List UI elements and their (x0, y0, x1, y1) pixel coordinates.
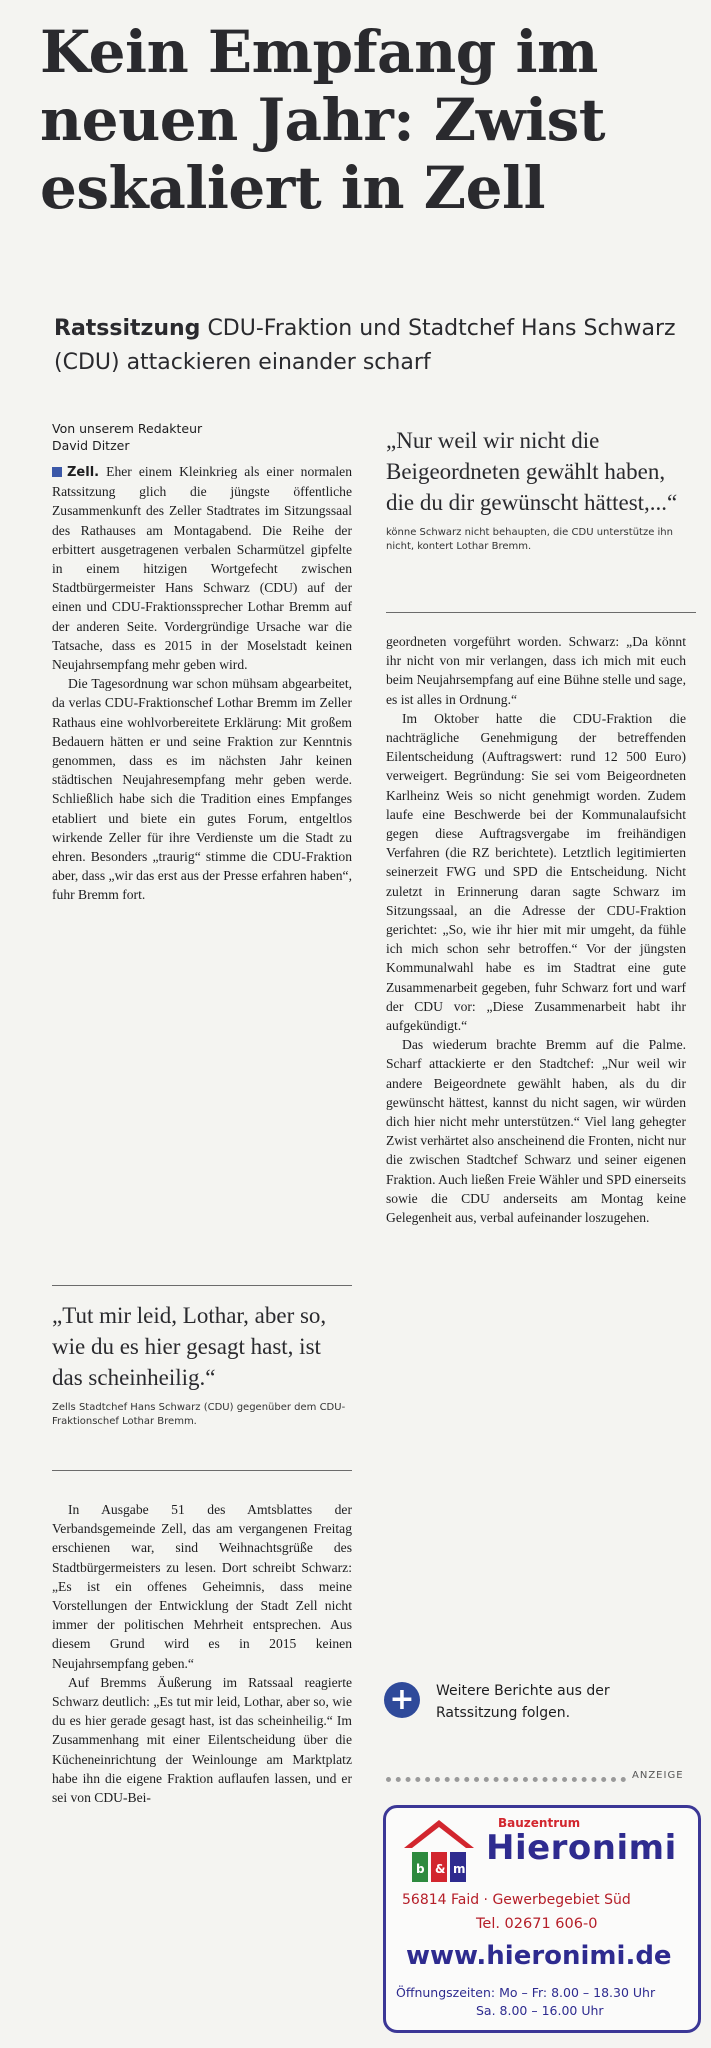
ad-tagline: Bauzentrum (498, 1816, 581, 1830)
ad-hours-weekdays: Öffnungszeiten: Mo – Fr: 8.00 – 18.30 Uhr (396, 1985, 656, 2000)
byline (52, 420, 352, 454)
more-reports-text: Weitere Berichte aus der Ratssitzung folgen. (436, 1683, 610, 1721)
paragraph (52, 462, 352, 674)
section-square-icon (52, 467, 62, 477)
plus-icon: + (384, 1682, 420, 1718)
advertisement (383, 1805, 701, 2033)
dateline: Zell. (67, 465, 100, 480)
article-column-2 (386, 632, 686, 1227)
pull-quote-caption: könne Schwarz nicht behaupten, die CDU unterstütze ihn nicht, kontert Lothar Bremm. (386, 527, 673, 552)
deck-text: CDU-Fraktion und Stadtchef Hans Schwarz (CDU) attackieren einander scharf (54, 316, 676, 375)
ad-phone: Tel. 02671 606-0 (476, 1916, 598, 1932)
article-column-3 (52, 1500, 352, 1807)
ad-hours-saturday: Sa. 8.00 – 16.00 Uhr (476, 2003, 604, 2018)
deck-kicker: Ratssitzung (54, 316, 201, 341)
byline-author: David Ditzer (52, 438, 130, 453)
paragraph: Auf Bremms Äußerung im Ratssaal reagierte Schwarz deutlich: „Es tut mir leid, Lothar, aber so, wie du es hier gerade gesagt hast, ist das scheinheilig.“ Im Zusammenhang mit einer Eilentscheidung über die Kücheneinrichtung der Weinlounge am Marktplatz habe ihn die eigene Fraktion auflaufen lassen, und er sei von CDU-Bei- (52, 1674, 352, 1806)
ad-opening-hours (396, 1984, 692, 2020)
divider (52, 1285, 352, 1286)
ad-company: Hieronimi (486, 1828, 677, 1868)
ad-website: www.hieronimi.de (406, 1941, 672, 1971)
more-reports-note (384, 1680, 694, 1724)
pull-quote-text: „Nur weil wir nicht die Beigeordneten gewählt haben, die du dir gewünscht hättest,...“ (386, 428, 678, 515)
divider (52, 1470, 352, 1471)
pull-quote-1 (386, 425, 696, 554)
ad-address: 56814 Faid · Gewerbegebiet Süd (402, 1892, 631, 1908)
paragraph: Im Oktober hatte die CDU-Fraktion die nachträgliche Genehmigung der betreffenden Eilentscheidung (Auftragswert: rund 12 500 Euro) verweigert. Begründung: Sie sei vom Beigeordneten Karlheinz Weis so nicht genehmigt worden. Zudem laufe eine Beschwerde bei der Kommunalaufsicht gegen diese Auftragsvergabe im freihändigen Verfahren (die RZ berichtete). Letztlich legitimierten seinerzeit FWG und SPD die Entscheidung. Nicht zuletzt in Erinnerung daran sagte Schwarz im Sitzungssaal, an die Adresse der CDU-Fraktion gerichtet: „So, wie ihr hier mit mir umgeht, da fühle ich mich schon sehr betroffen.“ Vor der jüngsten Kommunalwahl habe es im Stadtrat eine gute Zusammenarbeit gegeben, fuhr Schwarz fort und warf der CDU vor: „Diese Zusammenarbeit habt ihr aufgekündigt.“ (386, 710, 686, 1034)
svg-text:m: m (453, 1862, 466, 1876)
pull-quote-text: „Tut mir leid, Lothar, aber so, wie du es hier gesagt hast, ist das scheinheilig.“ (52, 1303, 327, 1390)
svg-text:&: & (435, 1862, 446, 1876)
ad-divider (386, 1777, 626, 1782)
paragraph: geordneten vorgeführt worden. Schwarz: „Da könnt ihr nicht von mir verlangen, dass ich mich mit euch beim Neujahrsempfang auf eine Bühne stelle und sage, es ist alles in Ordnung.“ (386, 634, 686, 707)
byline-line1: Von unserem Redakteur (52, 421, 203, 436)
headline: Kein Empfang im neuen Jahr: Zwist eskaliert in Zell (40, 18, 606, 222)
paragraph: Die Tagesordnung war schon mühsam abgearbeitet, da verlas CDU-Fraktionschef Lothar Bremm im Zeller Rathaus eine wohlvorbereitete Erklärung: Mit großem Bedauern hätten er und seine Fraktion zur Kenntnis genommen, dass es im nächsten Jahr keinen städtischen Neujahresempfang mehr geben werde. Schließlich habe sich die Tradition eines Empfanges etabliert und biete ein gutes Forum, entgeltlos wirkende Zeller für ihre Verdienste um die Stadt zu ehren. Besonders „traurig“ stimme die CDU-Fraktion aber, dass „wir das erst aus der Presse erfahren haben“, fuhr Bremm fort. (52, 676, 352, 903)
paragraph-text: Eher einem Kleinkrieg als einer normalen Ratssitzung glich die jüngste öffentliche Zusammenkunft des Zeller Stadtrates im Sitzungssaal des Rathauses am Montagabend. Die Reihe der erbittert ausgetragenen verbalen Scharmützel gipfelte in einem hitzigen Wortgefecht zwischen Stadtbürgermeister Hans Schwarz (CDU) auf der einen und CDU-Fraktionssprecher Lothar Bremm auf der anderen Seite. Vordergründige Ursache war die Tatsache, dass es 2015 in der Moselstadt keinen Neujahrsempfang mehr geben wird. (52, 464, 352, 673)
house-logo-icon (402, 1818, 476, 1888)
ad-label: ANZEIGE (632, 1770, 684, 1781)
deck (54, 312, 694, 380)
pull-quote-caption: Zells Stadtchef Hans Schwarz (CDU) gegenüber dem CDU-Fraktionschef Lothar Bremm. (52, 1402, 346, 1427)
article-column-1 (52, 462, 352, 905)
svg-text:b: b (416, 1862, 425, 1876)
pull-quote-2 (52, 1300, 352, 1429)
divider (386, 612, 696, 613)
paragraph: Das wiederum brachte Bremm auf die Palme. Scharf attackierte er den Stadtchef: „Nur weil wir andere Beigeordnete gewählt haben, als du dir gewünscht hättest, kannst du nicht sagen, wir würden dich hier nicht mehr unterstützen.“ Viel lang gehegter Zwist verhärtet also anscheinend die Fronten, nicht nur die zwischen Stadtchef Schwarz und seiner eigenen Fraktion. Auch ließen Freie Wähler und SPD einerseits sowie die CDU anderseits am Montag keine Gelegenheit aus, verbal aufeinander loszugehen. (386, 1037, 686, 1226)
paragraph: In Ausgabe 51 des Amtsblattes der Verbandsgemeinde Zell, das am vergangenen Freitag erschienen war, sind Weihnachtsgrüße des Stadtbürgermeisters zu lesen. Dort schreibt Schwarz: „Es ist ein offenes Geheimnis, dass meine Vorstellungen der Entwicklung der Stadt Zell nicht immer der politischen Mehrheit entsprechen. Aus diesem Grund wird es in 2015 keinen Neujahrsempfang geben.“ (52, 1502, 352, 1671)
